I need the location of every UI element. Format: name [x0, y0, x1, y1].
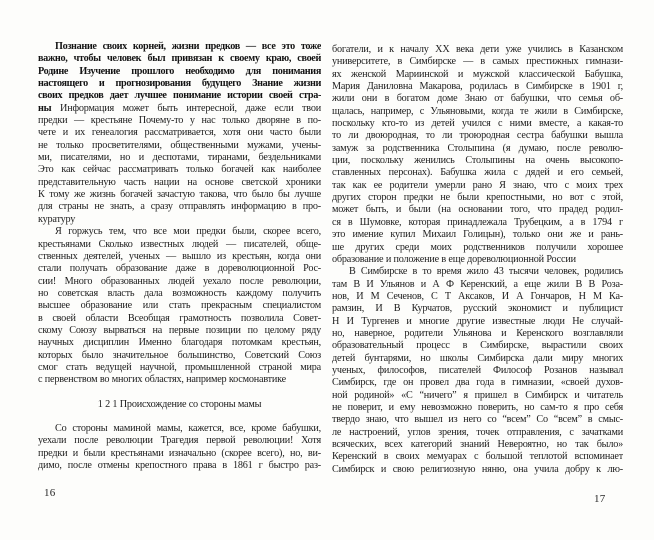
text-run: но, наверное, родители Ульянова и Керенского возглавляли [332, 327, 623, 339]
text-run: ше других среди моих родственников получили хорошее [332, 241, 623, 253]
text-line [332, 217, 623, 229]
text-run: важно, чтобы человек был привязан к своему краю, своей [38, 53, 321, 65]
text-line [38, 214, 321, 226]
text-line [38, 362, 321, 374]
text-run: предки и были крестьянами изначально (скорее всего), но, ви- [38, 447, 321, 459]
text-run: твердо знаю, что вышел из него со “всем” Со “всем” в смыс- [332, 414, 623, 426]
text-run: высшее образование или стать прекрасным специалистом [38, 300, 321, 312]
text-run: но советская власть дала возможность каждому получить [38, 287, 321, 299]
text-run: может быть, и были (на основании того, что прадед родил- [332, 204, 623, 216]
text-run: образовательный процесс в Симбирске, вырастили своих [332, 340, 623, 352]
text-run: в своей области Всеобщая грамотность позволила Совет- [38, 312, 321, 324]
text-line [38, 300, 321, 312]
text-line [38, 90, 321, 102]
page-number-left: 16 [44, 487, 56, 499]
text-line [332, 353, 623, 365]
text-run: богатели, и к началу XX века дети уже учились в Казанском [332, 44, 623, 55]
text-line [332, 229, 623, 241]
text-line [332, 390, 623, 402]
text-line [332, 81, 623, 93]
text-run: представительную часть нации на основе светской хроники [38, 176, 321, 188]
text-line [332, 93, 623, 105]
text-line [332, 167, 623, 179]
section-heading [38, 399, 321, 411]
text-run: ми, писателями, но и деспотами, тиранами, бездельниками [38, 152, 321, 164]
text-run: Симбирск и свою религиозную няню, она учила добру к лю- [332, 463, 623, 475]
text-run: Познание своих корней, жизни предков — все это тоже [55, 41, 321, 52]
text-line [38, 201, 321, 213]
text-run: скому Союзу вырваться на первые позиции по целому ряду [38, 324, 321, 336]
text-line [332, 451, 623, 463]
text-line [38, 448, 321, 460]
text-line [38, 288, 321, 300]
text-run: это имение купил Михаил Голицын), только они же и рань- [332, 229, 623, 241]
text-run: ях женской Мариинской и мужской классической Бабушка, [332, 68, 623, 80]
text-run: ны [38, 102, 61, 114]
text-run: поскольку кто-то из детей учился с ними вместе, а какая-то [332, 118, 623, 130]
text-run: ственных деятелей, ученых — вышло из крестьян, когда они [38, 250, 321, 262]
text-run: которых было значительное большинство, Советский Союз [38, 349, 321, 361]
text-line [332, 328, 623, 340]
text-run: Это как сейчас рассматривать только богачей как наиболее [38, 164, 321, 176]
text-line [38, 127, 321, 139]
text-line [38, 66, 321, 78]
text-line [332, 316, 623, 328]
text-run: смог стать ведущей научной, промышленной страной мира [38, 361, 321, 373]
text-line [38, 152, 321, 164]
text-run: сии! Много образованных людей уехало после революции, [38, 275, 321, 287]
text-run: Мария Даниловна Макарова, родилась в Симбирске в 1901 г, [332, 81, 623, 93]
text-run: ся в Шумовке, которая принадлежала Трубецким, а в 1794 г [332, 216, 623, 228]
text-run: образование и положение в еще дореволюционной России [332, 253, 576, 265]
text-line [38, 53, 321, 65]
text-run: Симбирск, где он провел два года в гимназии, «своей духов- [332, 377, 623, 389]
text-run: Со стороны маминой мамы, кажется, все, кроме бабушки, [55, 422, 321, 434]
text-line [38, 78, 321, 90]
text-run: научных дисциплин Именно благодаря потомкам крестьян, [38, 337, 321, 349]
text-line [332, 464, 623, 476]
text-run: так как ее родители умерли рано Я знаю, что с моих трех [332, 179, 623, 191]
text-line [332, 402, 623, 414]
text-run: уехали после революции Трагедия первой революции! Хотя [38, 435, 321, 447]
text-line [38, 313, 321, 325]
text-line [332, 180, 623, 192]
text-run: для страны не знать, а сразу отправлять информацию в про- [38, 201, 321, 213]
text-line [38, 435, 321, 447]
text-run: не только просветителями, общественными мужами, учены- [38, 139, 321, 151]
text-line [332, 69, 623, 81]
text-line [38, 374, 321, 386]
text-run: В Симбирске в то время жило 43 тысячи человек, родились [349, 266, 623, 278]
text-line [332, 254, 623, 266]
text-line [38, 399, 321, 411]
text-line [38, 239, 321, 251]
text-run: с первенством во многих областях, например космонавтике [38, 374, 286, 386]
text-run: жили они в богатом доме Знаю от бабушки, что семья об- [332, 93, 623, 105]
text-line [332, 439, 623, 451]
paragraph [332, 44, 623, 266]
text-run: рамзин, И В Курчатов, русский экономист и публицист [332, 303, 623, 315]
text-run: ции, поскольку женились Столыпины на очень высокопо- [332, 155, 623, 167]
paragraph [38, 41, 321, 226]
text-line [332, 143, 623, 155]
text-run: 1 2 1 Происхождение со стороны мамы [97, 398, 262, 410]
text-line [38, 460, 321, 472]
text-run: К тому же жизнь богачей зачастую такова, что было бы лучше [38, 189, 321, 201]
text-line [38, 276, 321, 288]
text-line [332, 303, 623, 315]
text-line [38, 103, 321, 115]
text-line [38, 350, 321, 362]
text-line [38, 251, 321, 263]
text-run: нов, И М Сеченов, С Т Аксаков, И А Гончаров, Н М Ка- [332, 290, 623, 302]
text-run: Н И Тургенев и многие другие известные люди Не случай- [332, 315, 623, 327]
left-page [38, 41, 321, 472]
text-run: ученых, философов, писателей Философ Розанов называл [332, 364, 623, 376]
text-run: не поверит, и ему невозможно поверить, но сам-то я про себя [332, 401, 623, 413]
text-run: стали получать образование даже в дореволюционной Рос- [38, 263, 321, 275]
text-line [332, 130, 623, 142]
text-line [38, 337, 321, 349]
text-run: Родине Изучение прошлого необходимо для понимания [38, 65, 321, 77]
text-line [332, 44, 623, 56]
text-run: ставленных персонах). Бабушка жила с дядей и его семьей, [332, 167, 623, 179]
text-line [38, 41, 321, 53]
text-run: то ли двоюродная, то ли троюродная сестра бабушки вышла [332, 130, 623, 142]
text-run: настоящего и прогнозирования будущего Знание жизни [38, 78, 321, 90]
text-line [332, 377, 623, 389]
text-run: крестьянами Сколько известных людей — писателей, обще- [38, 238, 321, 250]
text-run: всяческих, всех категорий знаний Невероятно, но так было» [332, 439, 623, 450]
text-line [332, 291, 623, 303]
text-line [38, 140, 321, 152]
text-run: димо, после отмены крепостного права в 1861 г быстро раз- [38, 460, 321, 471]
text-line [332, 340, 623, 352]
text-line [332, 106, 623, 118]
text-line [38, 177, 321, 189]
text-run: университете, в Симбирске — в самых престижных гимнази- [332, 56, 623, 68]
text-line [332, 279, 623, 291]
text-run: Керенский в своих мемуарах с большой теплотой вспоминает [332, 451, 623, 463]
text-line [332, 266, 623, 278]
text-line [332, 118, 623, 130]
text-line [332, 427, 623, 439]
text-line [38, 115, 321, 127]
text-run: щалась, например, с Ульяновыми, когда те жили в Симбирске, [332, 105, 623, 117]
text-line [332, 365, 623, 377]
text-run: Я горжусь тем, что все мои предки были, скорее всего, [55, 226, 321, 238]
page-number-right: 17 [594, 493, 606, 505]
text-run: предки — крестьяне Почему-то у нас только дворяне в по- [38, 115, 321, 127]
text-run: своих предков дает лучшее понимание истории своей стра- [38, 90, 321, 102]
text-run: замуж за родственника Столыпина (я думаю, после револю- [332, 142, 623, 154]
text-run: других сторон предки не были крепостными, но вот с этой, [332, 192, 623, 204]
text-line [38, 263, 321, 275]
text-run: Информация может быть интересной, даже если твои [60, 102, 321, 114]
text-line [332, 204, 623, 216]
text-run: ле настроений, углов зрения, точек отправления, с зачатками [332, 426, 623, 438]
text-run: чете и их генеалогия рассматривается, хотя они часто были [38, 127, 321, 139]
paragraph [38, 226, 321, 386]
text-line [332, 414, 623, 426]
text-line [332, 192, 623, 204]
text-line [332, 242, 623, 254]
text-run: куратуру [38, 213, 76, 225]
text-line [332, 155, 623, 167]
text-line [38, 226, 321, 238]
text-line [38, 164, 321, 176]
text-run: ной родиной» «С “ничего” я пришел в Симбирск и читатель [332, 389, 623, 401]
paragraph [38, 423, 321, 472]
text-run: там В И Ульянов и А Ф Керенский, а еще жили В В Роза- [332, 278, 623, 290]
right-page [332, 44, 623, 476]
paragraph [332, 266, 623, 476]
text-line [38, 423, 321, 435]
text-run: детей бунтарями, но школы Симбирска дали миру многих [332, 352, 623, 364]
text-line [38, 325, 321, 337]
text-line [38, 189, 321, 201]
text-line [332, 56, 623, 68]
